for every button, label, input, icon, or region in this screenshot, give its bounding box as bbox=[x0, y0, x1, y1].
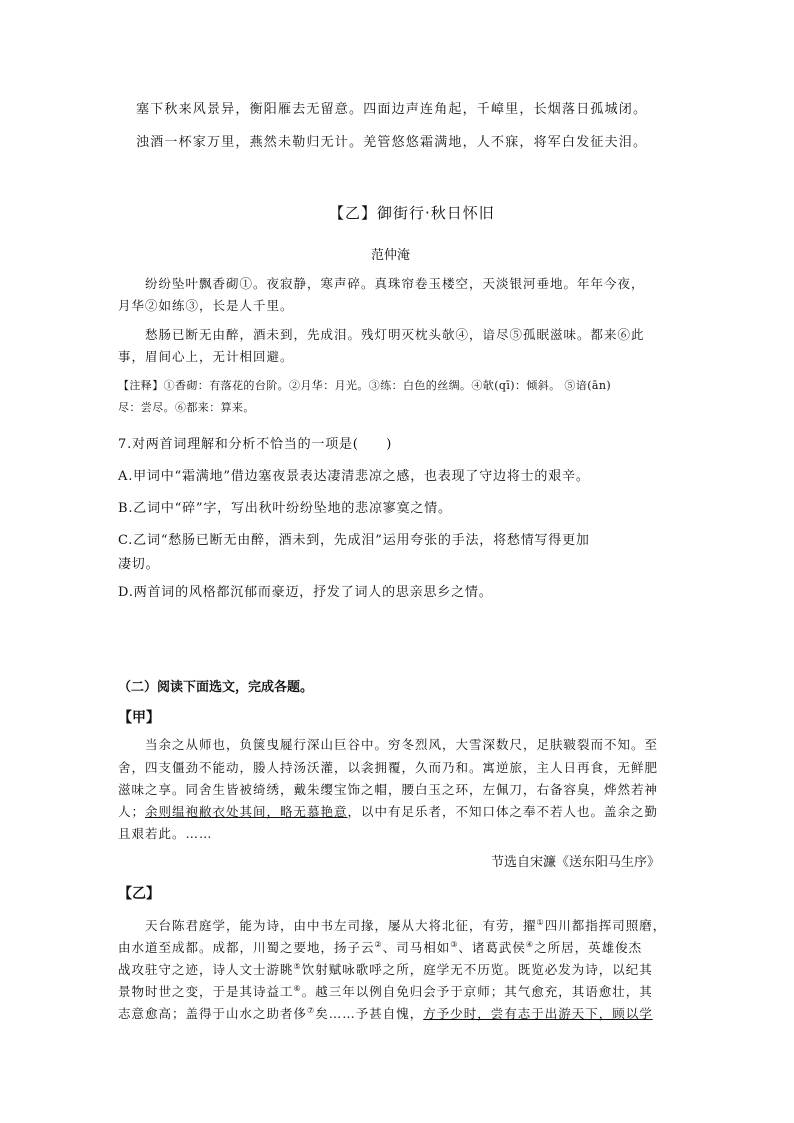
yi-line2-a: 由水道至成都。成都，川蜀之要地，扬子云 bbox=[118, 940, 375, 956]
yi-footnote-3: ③ bbox=[450, 940, 459, 949]
yi-line1-a: 天台陈君庭学，能为诗，由中书左司掾，屡从大将北征，有劳，擢 bbox=[145, 918, 537, 934]
yi-line5-underlined: 方予少时，尝有志于出游天下，顾以学 bbox=[423, 1006, 653, 1022]
yi-line5-b: 矣……予甚自愧， bbox=[315, 1006, 424, 1022]
question7-option-c-line1: C.乙词“愁肠已断无由醉，酒未到，先成泪”运用夸张的手法，将愁情写得更加 bbox=[118, 533, 590, 548]
jia-line4-post: ，以中有足乐者，不知口体之奉不若人也。盖余之勤 bbox=[347, 804, 659, 819]
yi-footnote-6: ⑥ bbox=[293, 984, 302, 993]
poem2-p1-line1: 纷纷坠叶飘香砌①。夜寂静，寒声碎。真珠帘卷玉楼空，天淡银河垂地。年年今夜， bbox=[145, 276, 645, 291]
yi-line5 bbox=[118, 1000, 653, 1024]
question7-option-c-line2: 凄切。 bbox=[118, 557, 160, 572]
poem2-p1-line2: 月华②如练③，长是人千里。 bbox=[118, 298, 294, 313]
poem1-line2: 浊酒一杯家万里，燕然未勒归无计。羌管悠悠霜满地，人不寐，将军白发征夫泪。 bbox=[136, 135, 648, 150]
jia-line4 bbox=[118, 801, 658, 822]
question7-option-a: A.甲词中“霜满地”借边塞夜景表达凄清悲凉之感，也表现了守边将士的艰辛。 bbox=[118, 469, 590, 484]
poem2-p2-line2: 事，眉间心上，无计相回避。 bbox=[118, 349, 294, 364]
jia-source: 节选自宋濂《送东阳马生序》 bbox=[491, 855, 661, 870]
section2-yi-label: 【乙】 bbox=[118, 886, 160, 902]
yi-line4-a: 景物时世之变，于是其诗益工 bbox=[118, 984, 294, 1000]
yi-line1 bbox=[145, 912, 666, 936]
yi-line2-c: 、诸葛武侯 bbox=[458, 940, 526, 956]
yi-footnote-1: ① bbox=[536, 918, 545, 927]
jia-line1: 当余之从师也，负箧曳屣行深山巨谷中。穷冬烈风，大雪深数尺，足肤皲裂而不知。至 bbox=[145, 737, 659, 752]
yi-line2-d: 之所居，英雄俊杰 bbox=[534, 940, 643, 956]
jia-line4-underlined: 余则缊袍敝衣处其间，略无慕艳意 bbox=[145, 804, 348, 819]
poem2-title: 【乙】御街行·秋日怀旧 bbox=[329, 204, 495, 222]
poem2-note-line1: 【注释】①香砌：有落花的台阶。②月华：月光。③练：白色的丝绸。④欹(qī)：倾斜。 ⑤谙(ān) bbox=[118, 379, 612, 392]
yi-footnote-2: ② bbox=[374, 940, 383, 949]
section2-jia-label: 【甲】 bbox=[118, 710, 160, 726]
yi-line5-a: 志意愈高；盖得于山水之助者侈 bbox=[118, 1006, 308, 1022]
yi-line2 bbox=[118, 934, 642, 958]
yi-line1-b: 四川都指挥司照磨， bbox=[544, 918, 667, 934]
yi-footnote-5: ⑤ bbox=[293, 962, 302, 971]
jia-line3: 滋味之享。同舍生皆被绮绣，戴朱缨宝饰之帽，腰白玉之环，左佩刀，右备容臭，烨然若神 bbox=[118, 782, 659, 797]
yi-line3 bbox=[118, 956, 653, 980]
yi-line2-b: 、司马相如 bbox=[382, 940, 451, 956]
jia-line5: 且艰若此。…… bbox=[118, 826, 213, 841]
question7-stem: 7.对两首词理解和分析不恰当的一项是( ) bbox=[118, 437, 393, 452]
question7-option-d: D.两首词的风格都沉郁而豪迈，抒发了词人的思亲思乡之情。 bbox=[118, 585, 493, 600]
poem2-p2-line1: 愁肠已断无由醉，酒未到，先成泪。残灯明灭枕头欹④，谙尽⑤孤眠滋味。都来⑥此 bbox=[145, 327, 645, 342]
poem1-line1: 塞下秋来风景异，衡阳雁去无留意。四面边声连角起，千嶂里，长烟落日孤城闭。 bbox=[136, 102, 648, 117]
yi-line4-b: 。越三年以例自免归会予于京师；其气愈充，其语愈壮，其 bbox=[301, 984, 653, 1000]
question7-option-b: B.乙词中“碎”字，写出秋叶纷纷坠地的悲凉寥寞之情。 bbox=[118, 501, 452, 516]
jia-line2: 舍，四支僵劲不能动，媵人持汤沃灌，以衾拥覆，久而乃和。寓逆旅，主人日再食，无鲜肥 bbox=[118, 760, 659, 775]
section2-heading: （二）阅读下面选文，完成各题。 bbox=[118, 680, 314, 695]
yi-line4 bbox=[118, 978, 653, 1002]
yi-footnote-7: ⑦ bbox=[307, 1006, 316, 1015]
poem2-author: 范仲淹 bbox=[371, 248, 411, 263]
yi-line3-b: 饮射赋咏歌呼之所，庭学无不历览。既览必发为诗，以纪其 bbox=[301, 962, 653, 978]
poem2-note-line2: 尽：尝尽。⑥都来：算来。 bbox=[118, 401, 255, 414]
jia-line4-pre: 人； bbox=[118, 804, 146, 819]
yi-line3-a: 战攻驻守之迹，诗人文士游眺 bbox=[118, 962, 294, 978]
yi-footnote-4: ④ bbox=[525, 940, 535, 949]
